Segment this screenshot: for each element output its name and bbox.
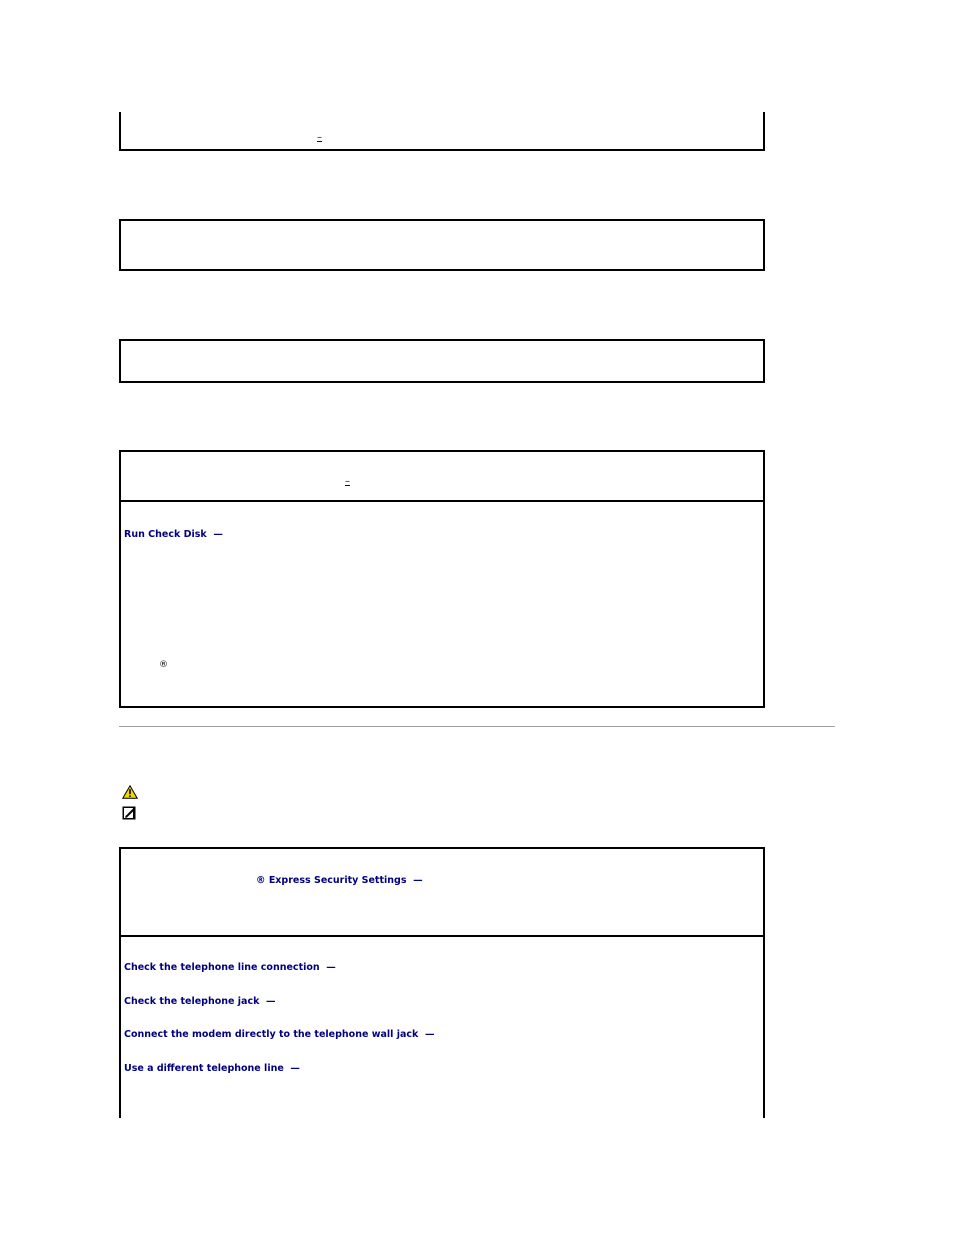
step-express-security-settings: [256, 875, 423, 887]
step-dash: —: [213, 529, 223, 540]
step-check-telephone-line-connection: [124, 962, 336, 974]
registered-mark: ®: [256, 875, 266, 886]
step-check-telephone-jack: [124, 996, 276, 1008]
step-use-different-telephone-line: [124, 1063, 300, 1075]
table-box-2: [119, 219, 765, 271]
step-label: Express Security Settings: [268, 875, 407, 886]
step-label: Connect the modem directly to the telephone wall jack: [124, 1029, 419, 1040]
step-label: Check the telephone jack: [124, 996, 260, 1007]
table-box-1: [119, 112, 765, 151]
step-dash: —: [326, 962, 336, 973]
section-link[interactable]: –: [345, 476, 350, 487]
section-rule: [119, 726, 835, 727]
row-divider: [121, 935, 763, 937]
step-connect-modem-to-wall-jack: [124, 1029, 434, 1041]
warning-triangle-icon: [122, 785, 138, 799]
step-label: Check the telephone line connection: [124, 962, 320, 973]
step-dash: —: [290, 1063, 300, 1074]
table-box-4: [119, 450, 765, 708]
step-dash: —: [413, 875, 423, 886]
step-dash: —: [424, 1029, 435, 1040]
step-label: Run Check Disk: [124, 529, 207, 540]
table-box-3: [119, 339, 765, 383]
section-link[interactable]: –: [317, 132, 322, 143]
registered-mark: ®: [159, 660, 168, 670]
note-pencil-icon: [122, 806, 136, 820]
step-dash: —: [266, 996, 276, 1007]
step-run-check-disk: [124, 529, 223, 541]
table-box-5: [119, 847, 765, 1118]
row-divider: [121, 500, 763, 502]
step-label: Use a different telephone line: [124, 1063, 284, 1074]
